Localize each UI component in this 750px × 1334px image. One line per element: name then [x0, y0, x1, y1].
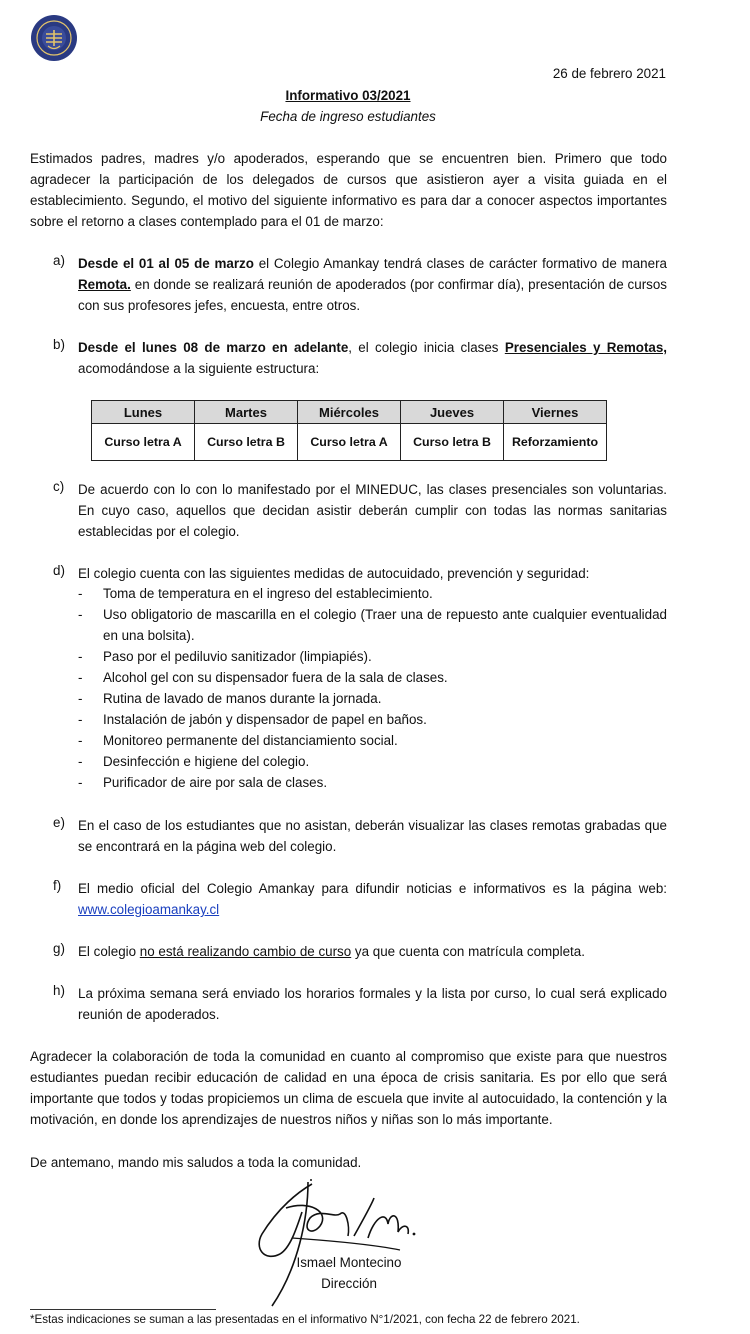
document-title: Informativo 03/2021 — [285, 88, 411, 103]
item-label: b) — [53, 337, 65, 352]
intro-paragraph: Estimados padres, madres y/o apoderados, esperando que se encuentren bien. Primero que todo agradecer la participación de los delegados de cursos que asistieron ayer a visita guiada en el establecimiento. Segundo, el motivo del siguiente informativo es para dar a conocer aspectos importantes sobre el retorno a clases contemplado para el 01 de marzo: — [30, 151, 667, 229]
item-text: La próxima semana será enviado los horarios formales y la lista por curso, lo cual será explicado reunión de apoderados. — [78, 986, 667, 1022]
item-text: De acuerdo con lo con lo manifestado por el MINEDUC, las clases presenciales son voluntarias. En cuyo caso, aquellos que decidan asistir deberán cumplir con todas las normas sanitarias establecidas por el colegio. — [78, 482, 667, 539]
signer-name: Ismael Montecino — [296, 1255, 402, 1270]
item-text: Desde el 01 al 05 de marzo el Colegio Amankay tendrá clases de carácter formativo de manera Remota. en donde se realizará reunión de apoderados (por confirmar día), presentación de cursos con sus profesores jefes, encuesta, entre otros. — [78, 256, 667, 313]
day-header: Martes — [195, 401, 298, 424]
item-label: c) — [53, 479, 65, 494]
day-header: Jueves — [401, 401, 504, 424]
list-item: - Desinfección e higiene del colegio. — [78, 751, 667, 772]
item-label: f) — [53, 878, 62, 893]
course-cell: Curso letra A — [298, 424, 401, 461]
item-text: Desde el lunes 08 de marzo en adelante, el colegio inicia clases Presenciales y Remotas, acomodándose a la siguiente estructura: — [78, 340, 668, 376]
signer-role: Dirección — [321, 1276, 377, 1291]
list-item: - Alcohol gel con su dispensador fuera de la sala de clases. — [78, 667, 667, 688]
course-cell: Curso letra B — [195, 424, 298, 461]
list-item: - Paso por el pediluvio sanitizador (limpiapiés). — [78, 646, 667, 667]
footnote: *Estas indicaciones se suman a las presentadas en el informativo N°1/2021, con fecha 22 de febrero 2021. — [30, 1313, 580, 1326]
closing-paragraph: Agradecer la colaboración de toda la comunidad en cuanto al compromiso que existe para que nuestros estudiantes puedan recibir educación de calidad en una época de crisis sanitaria. Es por ello que será importante que todos y todas propiciemos un clima de escuela que invite al autocuidado, la contención y la motivación, en donde los aprendizajes de nuestros niños y niñas son lo más importante. — [30, 1049, 667, 1127]
footnote-divider — [30, 1309, 216, 1310]
item-label: g) — [53, 941, 65, 956]
item-label: a) — [53, 253, 65, 268]
day-header: Viernes — [504, 401, 607, 424]
greeting: De antemano, mando mis saludos a toda la comunidad. — [30, 1155, 362, 1170]
item-label: e) — [53, 815, 65, 830]
list-item: - Toma de temperatura en el ingreso del establecimiento. — [78, 583, 667, 604]
schedule-table — [91, 400, 607, 461]
item-label: h) — [53, 983, 65, 998]
item-text: El colegio no está realizando cambio de curso ya que cuenta con matrícula completa. — [78, 944, 585, 959]
document-date: 26 de febrero 2021 — [552, 66, 666, 81]
item-text: El medio oficial del Colegio Amankay para difundir noticias e informativos es la página web: www.colegioamankay.cl — [78, 881, 667, 917]
list-item: - Instalación de jabón y dispensador de papel en baños. — [78, 709, 667, 730]
item-label: d) — [53, 563, 65, 578]
list-item: - Monitoreo permanente del distanciamiento social. — [78, 730, 667, 751]
day-header: Miércoles — [298, 401, 401, 424]
measures-list — [78, 583, 667, 793]
document-subtitle: Fecha de ingreso estudiantes — [260, 109, 436, 124]
website-link[interactable]: www.colegioamankay.cl — [78, 902, 220, 917]
signer-block — [294, 1252, 404, 1294]
item-text: En el caso de los estudiantes que no asistan, deberán visualizar las clases remotas grabadas que se encontrará en la página web del colegio. — [78, 818, 667, 854]
day-header: Lunes — [92, 401, 195, 424]
school-logo — [30, 14, 78, 62]
item-text: El colegio cuenta con las siguientes medidas de autocuidado, prevención y seguridad: — [78, 566, 590, 581]
course-cell: Curso letra B — [401, 424, 504, 461]
list-item: - Rutina de lavado de manos durante la jornada. — [78, 688, 667, 709]
list-item: - Purificador de aire por sala de clases. — [78, 772, 667, 793]
course-cell: Reforzamiento — [504, 424, 607, 461]
course-cell: Curso letra A — [92, 424, 195, 461]
list-item: - Uso obligatorio de mascarilla en el colegio (Traer una de repuesto ante cualquier eventualidad en una bolsita). — [78, 604, 667, 646]
